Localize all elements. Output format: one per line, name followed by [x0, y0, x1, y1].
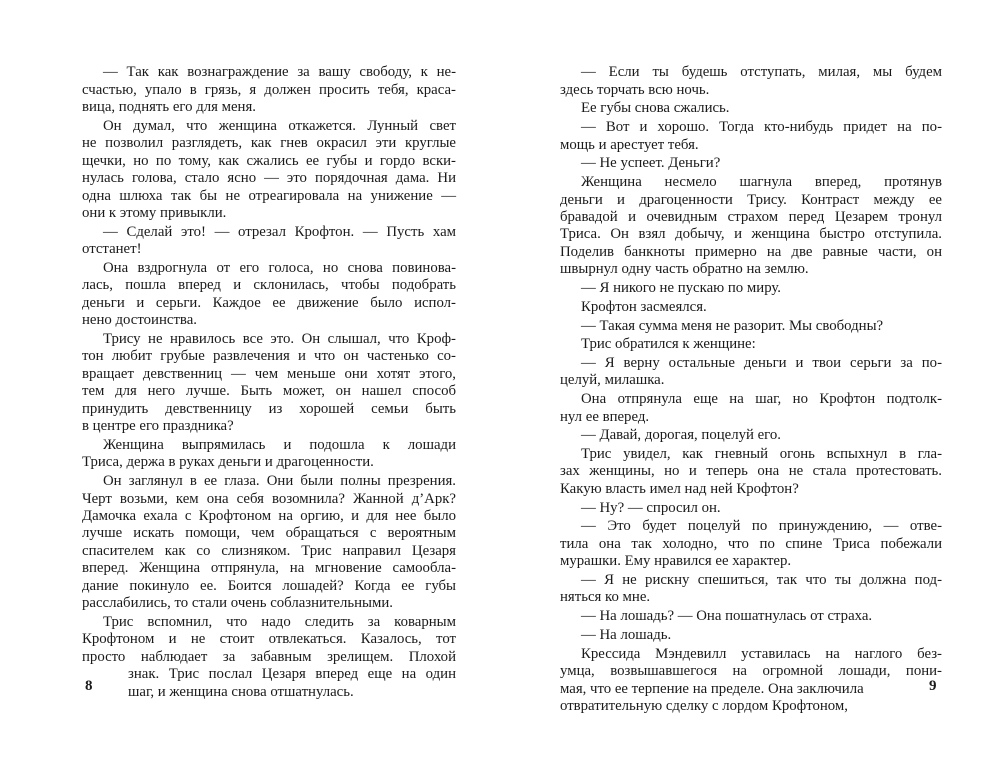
paragraph [560, 64, 942, 99]
text-line: вперед. Женщина отпрянула, на мгновение самообла- [82, 560, 456, 577]
right-page-text [560, 63, 942, 715]
text-line: — Я верну остальные деньги и твои серьги за по- [581, 354, 942, 371]
text-line: вращает девственниц — чем меньше они хотят этого, [82, 365, 456, 382]
paragraph [560, 446, 942, 498]
paragraph [560, 119, 942, 154]
text-line: — Сделай это! — отрезал Крофтон. — Пусть хам [103, 223, 456, 240]
text-line: вица, поднять его для меня. [82, 99, 256, 116]
text-line: — Не успеет. Деньги? [581, 155, 721, 172]
text-line: — Это будет поцелуй по принуждению, — отве- [581, 518, 942, 535]
text-line: — На лошадь? — Она пошатнулась от страха. [581, 608, 873, 625]
text-line: здесь торчать всю ночь. [560, 81, 710, 98]
text-line: Ее губы снова сжались. [581, 100, 730, 117]
text-line: тон любит грубые развлечения и что он частенько со- [82, 348, 456, 365]
paragraph [560, 572, 942, 607]
text-line: — Ну? — спросил он. [581, 499, 721, 516]
text-line: — Я никого не пускаю по миру. [581, 280, 782, 297]
text-line: мурашки. Ему нравился ее характер. [560, 553, 792, 570]
text-line: Крофтоном и не стоит отвлекаться. Казалось, тот [82, 631, 456, 648]
text-line: Крофтон засмеялся. [581, 298, 707, 315]
paragraph [560, 155, 942, 172]
paragraph [560, 280, 942, 297]
text-line: швырнул одну часть обратно на землю. [560, 261, 809, 278]
paragraph [560, 608, 942, 625]
text-line: Он думал, что женщина откажется. Лунный свет [103, 117, 456, 134]
text-line: счастью, упало в грязь, я должен просить тебя, краса- [82, 81, 456, 98]
text-line: просто наблюдает за забавным зрелищем. Плохой [82, 648, 456, 665]
text-line: Триса, держа в руках деньги и драгоценности. [82, 454, 374, 471]
paragraph [560, 299, 942, 316]
text-line: нулась голова, стало ясно — это порядочная дама. Ни [82, 170, 456, 187]
paragraph [560, 427, 942, 444]
text-line: Трис вспомнил, что надо следить за коварным [103, 613, 456, 630]
text-line: отвратительную сделку с лордом Крофтоном, [560, 697, 848, 714]
text-line: целуй, милашка. [560, 372, 665, 389]
text-line: Крессида Мэндевилл уставилась на наглого без- [581, 645, 942, 662]
paragraph [82, 614, 456, 701]
text-line: отстанет! [82, 241, 142, 258]
text-line: деньги и серьги. Каждое ее движение было испол- [82, 294, 456, 311]
paragraph [560, 174, 942, 279]
text-line: Дамочка ехала с Крофтоном на оргию, и для нее было [82, 508, 456, 525]
text-line: бравадой и очевидным страхом перед Цезарем тронул [560, 208, 942, 225]
text-line: — На лошадь. [581, 626, 672, 643]
paragraph [560, 518, 942, 570]
paragraph [82, 224, 456, 259]
text-line: расслабились, то стали очень соблазнительными. [82, 595, 393, 612]
text-line: Трису не нравилось все это. Он слышал, что Кроф- [103, 331, 456, 348]
text-line: шаг, и женщина снова отшатнулась. [128, 683, 354, 700]
paragraph [560, 100, 942, 117]
paragraph [82, 260, 456, 330]
text-line: тила она так холодно, что по спине Триса побежали [560, 535, 942, 552]
text-line: Он заглянул в ее глаза. Они были полны презрения. [103, 473, 456, 490]
text-line: Женщина выпрямилась и подошла к лошади [103, 436, 456, 453]
paragraph [82, 437, 456, 472]
text-line: они к этому привыкли. [82, 205, 227, 222]
text-line: нул ее вперед. [560, 408, 650, 425]
text-line: Она вздрогнула от его голоса, но снова повинова- [103, 260, 456, 276]
page-number-left: 8 [85, 678, 93, 694]
text-line: Поделив банкноты примерно на две равные части, он [560, 243, 942, 260]
text-line: мощь и арестует тебя. [560, 136, 699, 153]
paragraph [560, 318, 942, 335]
paragraph [560, 336, 942, 353]
text-line: — Такая сумма меня не разорит. Мы свободны? [581, 317, 884, 334]
paragraph [82, 64, 456, 116]
text-line: принудить девственницу из хорошей семьи быть [82, 400, 456, 417]
left-page-text [82, 63, 456, 701]
paragraph [82, 331, 456, 436]
text-line: не позволил разглядеть, как гнев окрасил эти круглые [82, 135, 456, 152]
paragraph [560, 500, 942, 517]
text-line: — Давай, дорогая, поцелуй его. [581, 427, 781, 444]
text-line: спасителем как со слизняком. Трис направил Цезаря [82, 542, 456, 559]
text-line: Триса. Он взял добычу, и женщина быстро отступила. [560, 226, 942, 243]
text-line: лась, пошла вперед и склонилась, чтобы подобрать [82, 277, 456, 294]
text-line: умца, возвышавшегося на огромной лошади, пони- [560, 663, 942, 680]
paragraph [82, 473, 456, 613]
text-line: знак. Трис послал Цезаря вперед еще на один [128, 666, 456, 683]
text-line: нено достоинства. [82, 312, 197, 329]
paragraph [560, 646, 942, 716]
text-line: Женщина несмело шагнула вперед, протянув [581, 174, 942, 191]
paragraph [560, 391, 942, 426]
paragraph [560, 355, 942, 390]
text-line: тем для него лучше. Быть может, он нашел способ [82, 383, 456, 400]
text-line: Черт возьми, кем она себя возомнила? Жанной д’Арк? [82, 490, 456, 507]
text-line: Она отпрянула еще на шаг, но Крофтон подтолк- [581, 391, 942, 408]
text-line: деньги и драгоценности Трису. Контраст между ее [560, 191, 942, 208]
text-line: мая, что ее терпение на пределе. Она заключила [560, 680, 864, 697]
page-number-right: 9 [929, 678, 937, 694]
text-line: Трис обратился к женщине: [581, 336, 756, 353]
text-line: лучше искать помощи, чем обращаться с вероятным [82, 525, 456, 542]
text-line: — Если ты будешь отступать, милая, мы будем [581, 64, 942, 81]
text-line: няться ко мне. [560, 589, 651, 606]
text-line: — Так как вознаграждение за вашу свободу, к не- [103, 64, 456, 81]
paragraph [82, 118, 456, 223]
text-line: дание покинуло ее. Боится лошадей? Когда ее губы [82, 577, 456, 594]
text-line: Какую власть имел над ней Крофтон? [560, 480, 799, 497]
text-line: в центре его праздника? [82, 418, 234, 435]
text-line: зах женщины, но и теперь она не стала протестовать. [560, 463, 942, 480]
text-line: — Вот и хорошо. Тогда кто-нибудь придет на по- [581, 119, 942, 136]
text-line: щечки, но по тому, как сжались ее губы и гордо вски- [82, 152, 456, 169]
paragraph [560, 627, 942, 644]
text-line: Трис увидел, как гневный огонь вспыхнул в гла- [581, 446, 942, 463]
text-line: — Я не рискну спешиться, так что ты должна под- [581, 572, 942, 588]
text-line: одна шлюха так бы не отреагировала на унижение — [82, 187, 456, 204]
